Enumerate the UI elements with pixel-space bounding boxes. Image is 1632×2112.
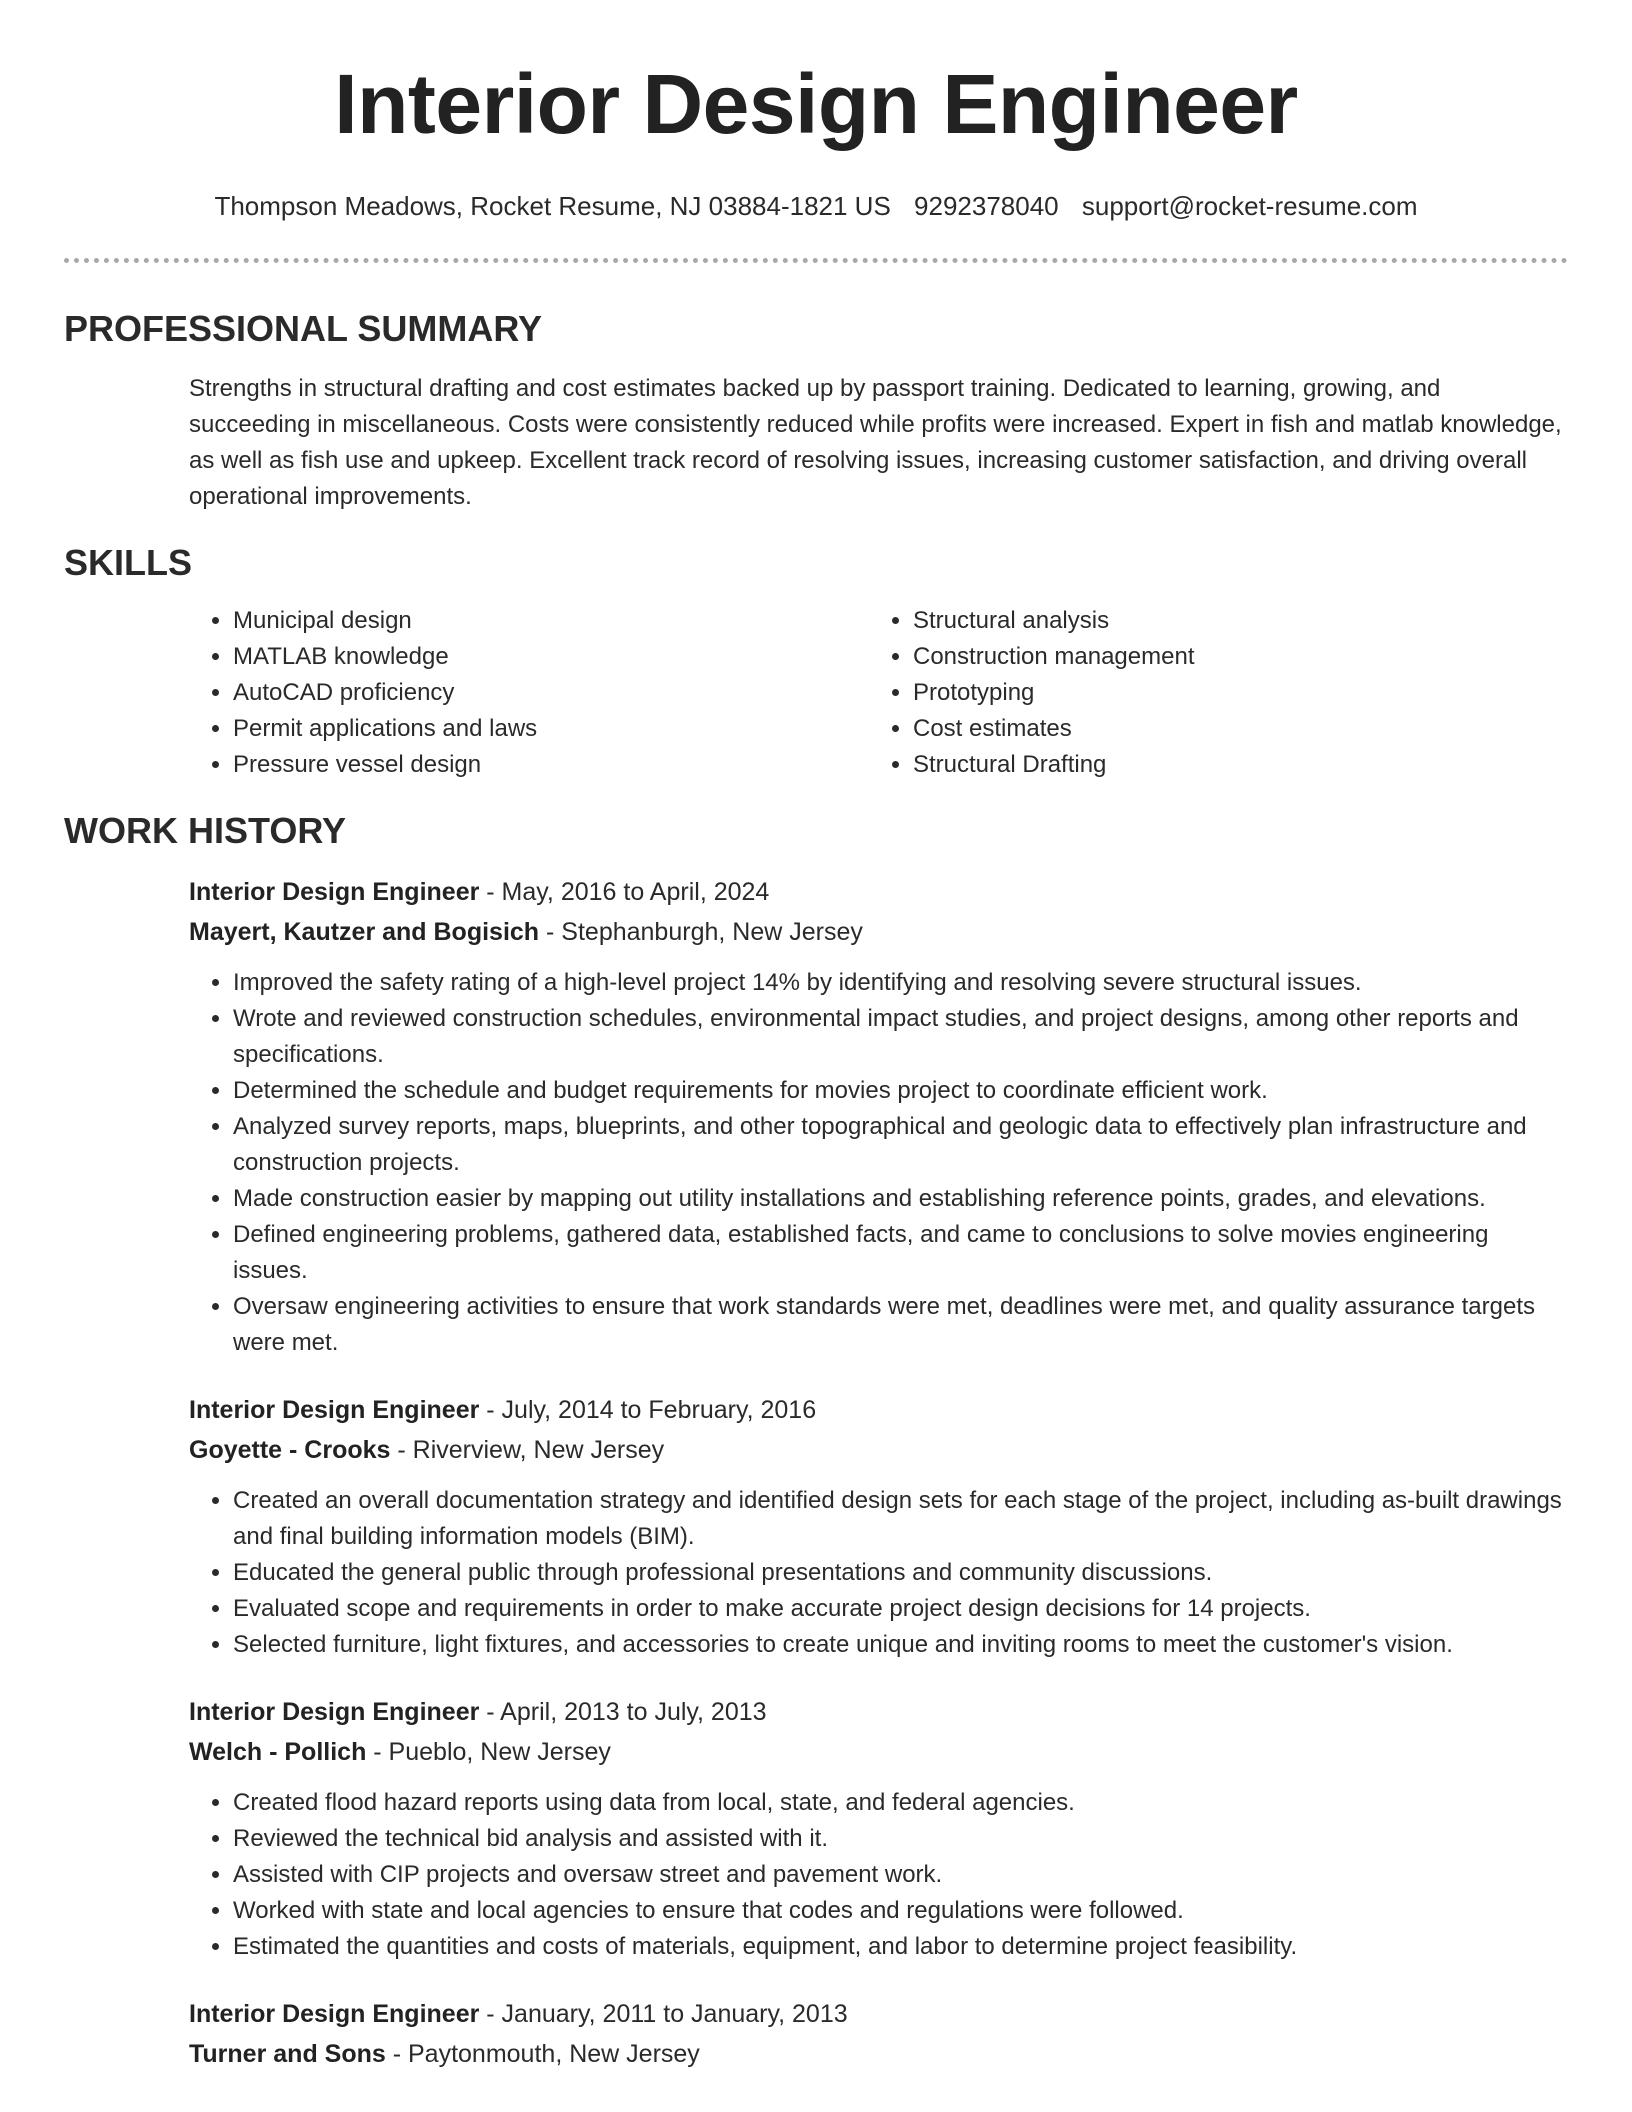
company-line: [189, 2037, 1568, 2071]
skill-item: • AutoCAD proficiency: [233, 675, 869, 711]
job-bullet: • Defined engineering problems, gathered data, established facts, and came to conclusions to solve movies engineering issues.: [233, 1217, 1568, 1289]
section-title-summary: PROFESSIONAL SUMMARY: [64, 308, 543, 349]
job-entry: [189, 875, 1568, 1361]
skills-column-2: [869, 603, 1568, 783]
contact-address: Thompson Meadows, Rocket Resume, NJ 03884-1821 US: [214, 191, 891, 221]
job-bullets: [189, 1483, 1568, 1663]
job-title-line: [189, 1695, 1568, 1729]
skill-item: • Pressure vessel design: [233, 747, 869, 783]
skill-item: • MATLAB knowledge: [233, 639, 869, 675]
skill-item: • Structural Drafting: [913, 747, 1568, 783]
job-bullet: • Evaluated scope and requirements in order to make accurate project design decisions for 14 projects.: [233, 1591, 1568, 1627]
job-title-line: [189, 875, 1568, 909]
skills-column-1: [189, 603, 869, 783]
job-title: Interior Design Engineer: [189, 878, 480, 906]
skill-item: • Construction management: [913, 639, 1568, 675]
job-bullet: • Reviewed the technical bid analysis and assisted with it.: [233, 1821, 1568, 1857]
contact-line: [0, 190, 1632, 222]
company-location: - Riverview, New Jersey: [390, 1436, 665, 1464]
job-dates: - January, 2011 to January, 2013: [479, 2000, 848, 2028]
job-bullet: • Improved the safety rating of a high-level project 14% by identifying and resolving severe structural issues.: [233, 965, 1568, 1001]
summary-text: Strengths in structural drafting and cost estimates backed up by passport training. Dedicated to learning, growing, and succeeding in miscellaneous. Costs were consistently reduced while profits were increased. Expert in fish and matlab knowledge, as well as fish use and upkeep. Excellent track record of resolving issues, increasing customer satisfaction, and driving overall operational improvements.: [189, 375, 1562, 510]
job-bullet: • Selected furniture, light fixtures, and accessories to create unique and inviting rooms to meet the customer's vision.: [233, 1627, 1568, 1663]
company-location: - Paytonmouth, New Jersey: [385, 2040, 700, 2068]
company-name: Welch - Pollich: [189, 1738, 367, 1766]
skill-item: • Structural analysis: [913, 603, 1568, 639]
job-bullet: • Worked with state and local agencies to ensure that codes and regulations were followed.: [233, 1893, 1568, 1929]
job-bullets: [189, 1785, 1568, 1965]
job-bullet: • Assisted with CIP projects and oversaw street and pavement work.: [233, 1857, 1568, 1893]
job-dates: - April, 2013 to July, 2013: [479, 1698, 767, 1726]
section-title-skills: SKILLS: [64, 542, 193, 583]
job-bullet: • Estimated the quantities and costs of materials, equipment, and labor to determine project feasibility.: [233, 1929, 1568, 1965]
company-location: - Pueblo, New Jersey: [366, 1738, 611, 1766]
job-bullet: • Made construction easier by mapping out utility installations and establishing reference points, grades, and elevations.: [233, 1181, 1568, 1217]
skills-list: [189, 603, 1568, 783]
job-bullet: • Created an overall documentation strategy and identified design sets for each stage of the project, including as-built drawings and final building information models (BIM).: [233, 1483, 1568, 1555]
company-line: [189, 915, 1568, 949]
job-dates: - July, 2014 to February, 2016: [479, 1396, 817, 1424]
job-entry: [189, 1997, 1568, 2071]
job-entry: [189, 1393, 1568, 1663]
company-line: [189, 1433, 1568, 1467]
skill-item: • Permit applications and laws: [233, 711, 869, 747]
job-bullet: • Educated the general public through professional presentations and community discussions.: [233, 1555, 1568, 1591]
job-title-line: [189, 1997, 1568, 2031]
contact-email: support@rocket-resume.com: [1081, 191, 1418, 221]
contact-phone: 9292378040: [914, 191, 1059, 221]
job-entry: [189, 1695, 1568, 1965]
company-name: Turner and Sons: [189, 2040, 386, 2068]
company-line: [189, 1735, 1568, 1769]
skill-item: • Prototyping: [913, 675, 1568, 711]
section-title-work-history: WORK HISTORY: [64, 810, 347, 851]
job-title-line: [189, 1393, 1568, 1427]
resume-name: Interior Design Engineer: [334, 57, 1298, 151]
job-title: Interior Design Engineer: [189, 1698, 480, 1726]
job-dates: - May, 2016 to April, 2024: [479, 878, 770, 906]
job-title: Interior Design Engineer: [189, 2000, 480, 2028]
job-title: Interior Design Engineer: [189, 1396, 480, 1424]
skill-item: • Cost estimates: [913, 711, 1568, 747]
job-bullet: • Created flood hazard reports using data from local, state, and federal agencies.: [233, 1785, 1568, 1821]
job-bullet: • Oversaw engineering activities to ensure that work standards were met, deadlines were met, and quality assurance targets were met.: [233, 1289, 1568, 1361]
job-bullets: [189, 965, 1568, 1361]
job-bullet: • Determined the schedule and budget requirements for movies project to coordinate efficient work.: [233, 1073, 1568, 1109]
company-location: - Stephanburgh, New Jersey: [539, 918, 863, 946]
company-name: Mayert, Kautzer and Bogisich: [189, 918, 540, 946]
skill-item: • Municipal design: [233, 603, 869, 639]
job-bullet: • Wrote and reviewed construction schedules, environmental impact studies, and project designs, among other reports and specifications.: [233, 1001, 1568, 1073]
company-name: Goyette - Crooks: [189, 1436, 391, 1464]
header-divider: [64, 258, 1568, 263]
job-bullet: • Analyzed survey reports, maps, blueprints, and other topographical and geologic data to effectively plan infrastructure and construction projects.: [233, 1109, 1568, 1181]
